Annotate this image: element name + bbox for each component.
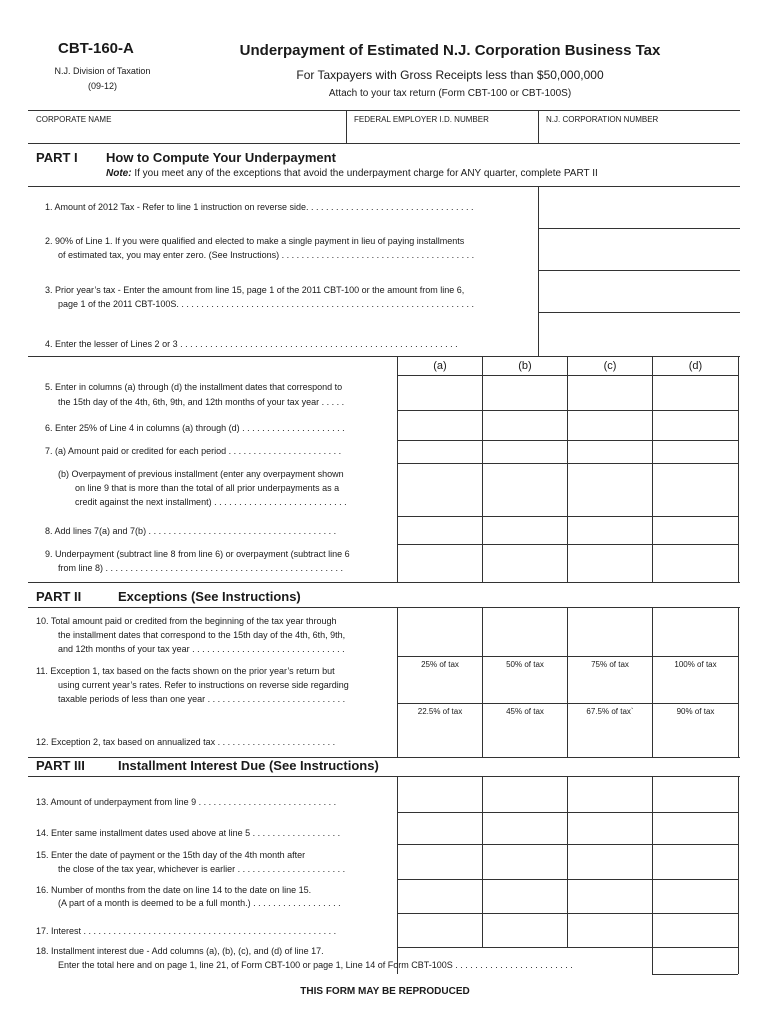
line17-text: 17. Interest . . . . . . . . . . . . . . . . . . . . . . . . . . . . . . . . . . . . . . . . . . . . . . . . . . . [36,926,337,936]
line6-text: 6. Enter 25% of Line 4 in columns (a) through (d) . . . . . . . . . . . . . . . . . . . . . [45,423,345,433]
line2-text-a: 2. 90% of Line 1. If you were qualified and elected to make a single payment in lieu of paying installments [45,236,465,246]
line13-text: 13. Amount of underpayment from line 9 . . . . . . . . . . . . . . . . . . . . . . . . . . . . [36,797,337,807]
corporate-name-field[interactable]: CORPORATE NAME [36,115,112,124]
pct1-d: 100% of tax [674,660,717,669]
nj-corp-number-field[interactable]: N.J. CORPORATION NUMBER [546,115,659,124]
line5-text-a: 5. Enter in columns (a) through (d) the installment dates that correspond to [45,382,343,392]
line15-text-b: the close of the tax year, whichever is earlier . . . . . . . . . . . . . . . . . . . . . . [58,864,346,874]
line11-text-c: taxable periods of less than one year . . . . . . . . . . . . . . . . . . . . . . . . . . . . [58,694,346,704]
part1-label: PART I [36,150,78,165]
line16-text-b: (A part of a month is deemed to be a full month.) . . . . . . . . . . . . . . . . . . [58,898,341,908]
pct1-c: 75% of tax [591,660,629,669]
part2-title: Exceptions (See Instructions) [118,589,301,604]
line11-text-b: using current year’s rates. Refer to instructions on reverse side regarding [58,680,349,690]
line14-text: 14. Enter same installment dates used above at line 5 . . . . . . . . . . . . . . . . . . [36,828,341,838]
line2-text-b: of estimated tax, you may enter zero. (See Instructions) . . . . . . . . . . . . . . . . . . . . . . . . . . . . . . . . . . . . . . . [58,250,475,260]
form-number: CBT-160-A [58,40,134,57]
line2-amount[interactable] [539,229,739,270]
form-title: Underpayment of Estimated N.J. Corporation Business Tax [239,42,661,59]
line7b-text-3: credit against the next installment) . . . . . . . . . . . . . . . . . . . . . . . . . . . [75,497,347,507]
line4-amount[interactable] [539,313,739,356]
column-b-header: (b) [518,360,532,372]
federal-id-field[interactable]: FEDERAL EMPLOYER I.D. NUMBER [354,115,489,124]
revision-date: (09-12) [87,81,117,91]
part1-title: How to Compute Your Underpayment [106,150,336,165]
line3-amount[interactable] [539,271,739,312]
note-label: Note: [106,168,132,179]
part1-note [106,168,598,179]
line11-text-a: 11. Exception 1, tax based on the facts shown on the prior year’s return but [36,666,335,676]
line15-text-a: 15. Enter the date of payment or the 15th day of the 4th month after [36,850,306,860]
line9-text-b: from line 8) . . . . . . . . . . . . . . . . . . . . . . . . . . . . . . . . . . . . . . . . . . . . . . . . [58,563,344,573]
line1-text: 1. Amount of 2012 Tax - Refer to line 1 instruction on reverse side. . . . . . . . . . . . . . . . . . . . . . . . . . . . . . . . . . [45,202,474,212]
line18-text-b: Enter the total here and on page 1, line 21, of Form CBT-100 or page 1, Line 14 of Form CBT-100S . . . . . . . . . . . . . . . . . . . . . . . . [58,960,573,970]
column-a-header: (a) [433,360,447,372]
line1-amount[interactable] [539,187,739,228]
pct2-d: 90% of tax [676,707,715,716]
pct1-a: 25% of tax [421,660,459,669]
line9-text-a: 9. Underpayment (subtract line 8 from line 6) or overpayment (subtract line 6 [45,549,350,559]
part3-label: PART III [36,758,85,773]
line3-text-b: page 1 of the 2011 CBT-100S. . . . . . . . . . . . . . . . . . . . . . . . . . . . . . . . . . . . . . . . . . . . . . . . . . . . . . . . . . . . [58,299,474,309]
line7a-text: 7. (a) Amount paid or credited for each period . . . . . . . . . . . . . . . . . . . . . . . [45,446,342,456]
line5-text-b: the 15th day of the 4th, 6th, 9th, and 12th months of your tax year . . . . . [58,397,345,407]
line4-text: 4. Enter the lesser of Lines 2 or 3 . . . . . . . . . . . . . . . . . . . . . . . . . . . . . . . . . . . . . . . . . . . . . . . . . . . . . . . . [45,339,458,349]
line3-text-a: 3. Prior year’s tax - Enter the amount from line 15, page 1 of the 2011 CBT-100 or the amount from line 6, [45,285,465,295]
line16-text-a: 16. Number of months from the date on line 14 to the date on line 15. [36,885,312,895]
pct2-a: 22.5% of tax [417,707,463,716]
pct2-b: 45% of tax [506,707,544,716]
line10-text-b: the installment dates that correspond to the 15th day of the 4th, 6th, 9th, [58,630,346,640]
footer-note: THIS FORM MAY BE REPRODUCED [300,986,470,997]
line7b-text-2: on line 9 that is more than the total of all prior underpayments as a [75,483,340,493]
column-c-header: (c) [603,360,617,372]
form-subtitle: For Taxpayers with Gross Receipts less than $50,000,000 [296,68,604,82]
line10-text-a: 10. Total amount paid or credited from the beginning of the tax year through [36,616,337,626]
line18-amount[interactable] [653,948,738,974]
attach-note: Attach to your tax return (Form CBT-100 or CBT-100S) [328,88,572,99]
pct1-b: 50% of tax [506,660,544,669]
note-text: If you meet any of the exceptions that avoid the underpayment charge for ANY quarter, complete PART II [134,168,598,179]
column-d-header: (d) [688,360,703,372]
line18-text-a: 18. Installment interest due - Add columns (a), (b), (c), and (d) of line 17. [36,946,324,956]
part3-title: Installment Interest Due (See Instructions) [118,758,379,773]
line10-text-c: and 12th months of your tax year . . . . . . . . . . . . . . . . . . . . . . . . . . . . . . . [58,644,345,654]
line12-text: 12. Exception 2, tax based on annualized tax . . . . . . . . . . . . . . . . . . . . . . . . [36,737,336,747]
agency-name: N.J. Division of Taxation [54,66,151,76]
line7b-text-1: (b) Overpayment of previous installment (enter any overpayment shown [58,469,344,479]
pct2-c: 67.5% of tax` [586,707,634,716]
part2-label: PART II [36,589,82,604]
line8-text: 8. Add lines 7(a) and 7(b) . . . . . . . . . . . . . . . . . . . . . . . . . . . . . . . . . . . . . . [45,526,337,536]
